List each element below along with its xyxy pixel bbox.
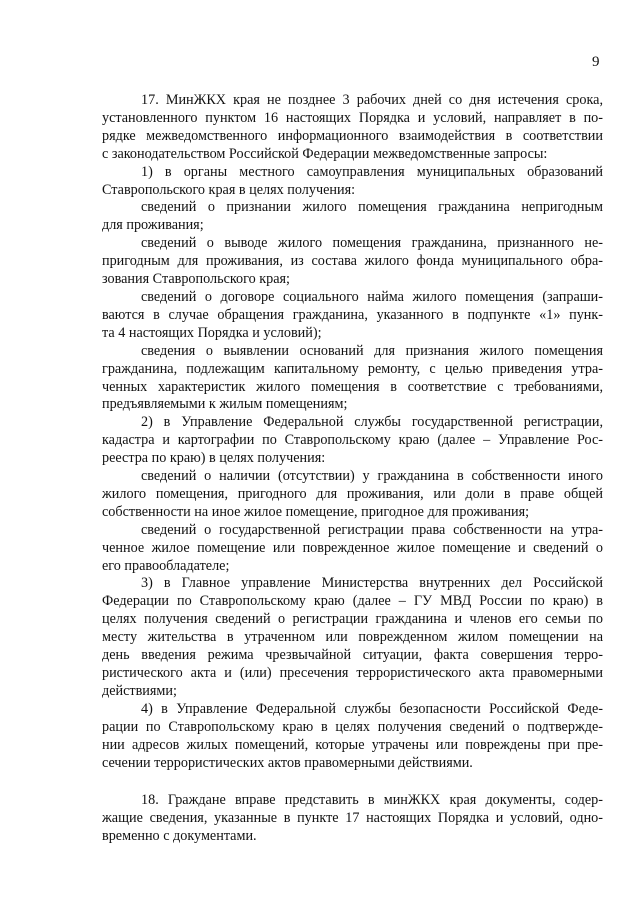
text-line: 17. МинЖКХ края не позднее 3 рабочих дней со дня истечения срока, xyxy=(141,92,603,108)
document-body xyxy=(102,92,603,846)
text-line: жащие сведения, указанные в пункте 17 настоящих Порядка и условий, одно- xyxy=(102,810,603,827)
text-line: гражданина, подлежащим капитальному ремонту, с целью приведения утра- xyxy=(102,360,603,377)
text-line: сведений о наличии (отсутствии) у гражданина в собственности иного xyxy=(141,468,603,485)
text-line: кадастра и картографии по Ставропольскому краю (далее – Управление Рос- xyxy=(102,432,603,449)
text-line: рации по Ставропольскому краю в целях получения сведений о подтвержде- xyxy=(102,718,603,735)
text-line: ченное жилое помещение или поврежденное жилое помещение и сведений о xyxy=(102,539,603,556)
text-line: действиями; xyxy=(102,682,177,699)
paragraph-18 xyxy=(102,792,603,846)
paragraph-item-2-b xyxy=(102,522,603,576)
paragraph-item-1-b xyxy=(102,235,603,289)
text-line: ченных характеристик жилого помещения в соответствие с требованиями, xyxy=(102,378,603,395)
text-line: та 4 настоящих Порядка и условий); xyxy=(102,324,322,341)
paragraph-item-1-a xyxy=(102,199,603,235)
text-line: 1) в органы местного самоуправления муниципальных образований xyxy=(141,163,603,180)
text-line: с законодательством Российской Федерации межведомственные запросы: xyxy=(102,145,548,162)
paragraph-item-2 xyxy=(102,414,603,468)
text-line: месту жительства в утраченном или поврежденном жилом помещении на xyxy=(102,629,603,646)
text-line: сведений о государственной регистрации права собственности на утра- xyxy=(141,521,603,538)
paragraph-item-1-d xyxy=(102,343,603,415)
text-line: сведений о признании жилого помещения гражданина непригодным xyxy=(141,199,603,216)
paragraph-17-intro xyxy=(102,92,603,164)
text-line: предъявляемыми к жилым помещениям; xyxy=(102,396,348,413)
paragraph-item-1-c xyxy=(102,289,603,343)
page-number: 9 xyxy=(592,54,600,70)
text-line: 3) в Главное управление Министерства внутренних дел Российской xyxy=(141,575,603,592)
text-line: целях получения сведений о регистрации гражданина и членов его семьи по xyxy=(102,611,603,628)
text-line: временно с документами. xyxy=(102,828,257,845)
paragraph-item-2-a xyxy=(102,468,603,522)
text-line: сведений о договоре социального найма жилого помещения (запраши- xyxy=(141,288,603,305)
text-line: 18. Граждане вправе представить в минЖКХ края документы, содер- xyxy=(141,792,603,809)
text-line: день введения режима чрезвычайной ситуации, факта совершения терро- xyxy=(102,647,603,664)
paragraph-item-3 xyxy=(102,575,603,700)
text-line: установленного пунктом 16 настоящих Порядка и условий, направляет в по- xyxy=(102,109,603,126)
text-line: его правообладателе; xyxy=(102,557,230,574)
text-line: сечении террористических актов правомерными действиями. xyxy=(102,754,473,771)
text-line: 4) в Управление Федеральной службы безопасности Российской Феде- xyxy=(141,700,603,717)
text-line: 2) в Управление Федеральной службы государственной регистрации, xyxy=(141,414,603,431)
text-line: Ставропольского края в целях получения: xyxy=(102,181,356,198)
text-line: реестра по краю) в целях получения: xyxy=(102,450,326,467)
text-line: сведения о выявлении оснований для признания жилого помещения xyxy=(141,342,603,359)
text-line: зования Ставропольского края; xyxy=(102,271,290,288)
text-line: рядке межведомственного информационного взаимодействия в соответствии xyxy=(102,127,603,144)
text-line: Федерации по Ставропольскому краю (далее – ГУ МВД России по краю) в xyxy=(102,593,603,610)
text-line: сведений о выводе жилого помещения гражданина, признанного не- xyxy=(141,235,603,252)
text-line: ваются в случае обращения гражданина, указанного в подпункте «1» пунк- xyxy=(102,306,603,323)
text-line: жилого помещения, пригодного для проживания, или доли в праве общей xyxy=(102,485,603,502)
text-line: собственности на иное жилое помещение, пригодное для проживания; xyxy=(102,503,530,520)
paragraph-item-1 xyxy=(102,164,603,200)
text-line: нии адресов жилых помещений, которые утрачены или повреждены при пре- xyxy=(102,736,603,753)
text-line: пригодным для проживания, из состава жилого фонда муниципального обра- xyxy=(102,253,603,270)
text-line: для проживания; xyxy=(102,217,204,234)
text-line: ристического акта и (или) пресечения террористического акта правомерными xyxy=(102,665,603,681)
paragraph-item-4 xyxy=(102,701,603,773)
